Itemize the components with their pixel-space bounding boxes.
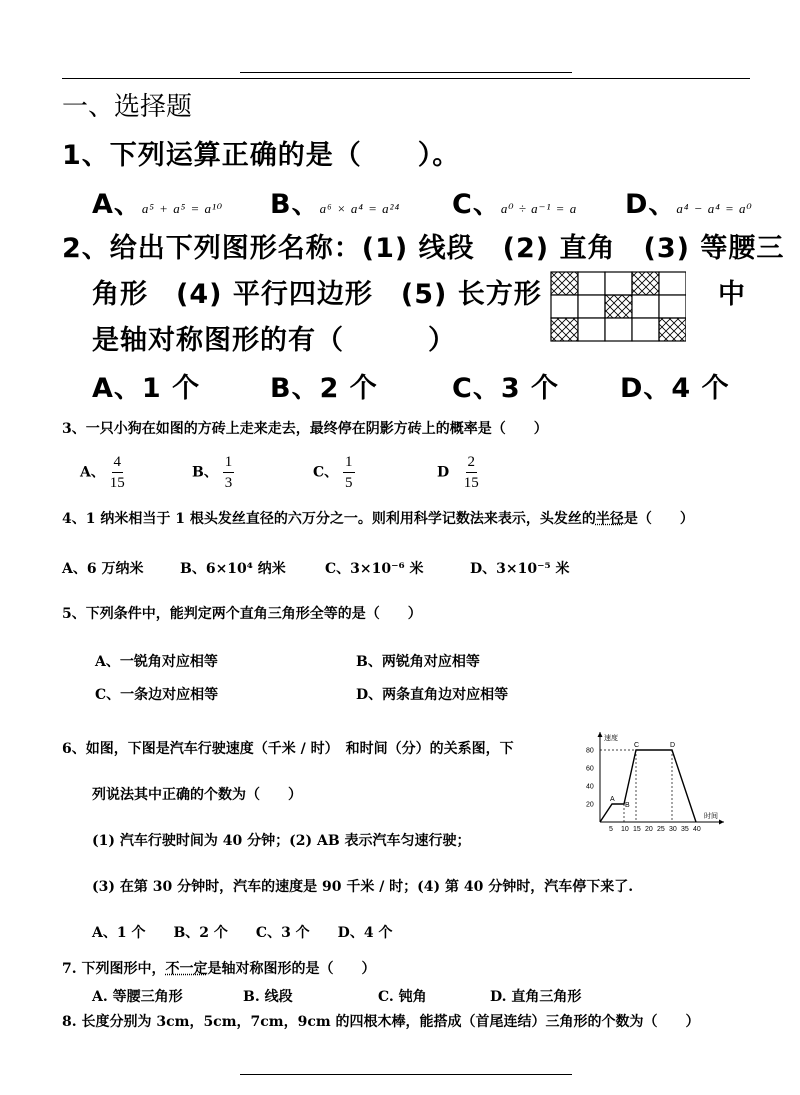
speed-time-graph xyxy=(584,728,730,836)
q4-emphasis: 半径 xyxy=(595,511,624,527)
q5-option-c: C、一条边对应相等 xyxy=(95,687,219,703)
y-tick-label: 80 xyxy=(586,747,594,755)
x-tick-label: 25 xyxy=(657,826,665,833)
denominator: 15 xyxy=(109,475,125,491)
x-tick-label: 40 xyxy=(693,826,701,833)
tile xyxy=(551,295,578,318)
q5-option-d: D、两条直角边对应相等 xyxy=(356,687,509,703)
shaded-tile xyxy=(551,272,578,295)
tile xyxy=(605,318,632,341)
q2-option-a: A、1 个 xyxy=(92,373,201,404)
option-label: C、 xyxy=(452,189,501,220)
point-label: A xyxy=(610,796,615,803)
fraction xyxy=(464,452,479,493)
point-label: B xyxy=(625,802,630,809)
q7-option-d: D. 直角三角形 xyxy=(490,989,582,1005)
q2-line2: 角形 (4) 平行四边形 (5) 长方形 xyxy=(92,279,542,310)
shaded-tile xyxy=(551,318,578,341)
q2-option-b: B、2 个 xyxy=(270,373,378,404)
q1-option-a xyxy=(92,182,223,221)
q1-stem: 1、下列运算正确的是（ ）。 xyxy=(62,140,461,171)
tile xyxy=(578,295,605,318)
x-tick-label: 30 xyxy=(669,826,677,833)
q7-stem xyxy=(62,958,376,978)
q7-option-c: C. 钝角 xyxy=(378,989,427,1005)
tile xyxy=(659,272,686,295)
q7-stem-end: 是轴对称图形的是（ ） xyxy=(207,961,376,977)
option-expr: a⁵ + a⁵ = a¹⁰ xyxy=(141,201,224,216)
q4-option-c: C、3×10⁻⁶ 米 xyxy=(325,561,424,577)
tile xyxy=(578,272,605,295)
numerator: 4 xyxy=(112,452,124,473)
y-axis-label: 速度 xyxy=(604,735,618,742)
y-tick-label: 40 xyxy=(586,783,594,791)
q4-option-d: D、3×10⁻⁵ 米 xyxy=(470,561,570,577)
q1-option-d xyxy=(625,182,753,221)
option-label: D xyxy=(437,464,450,481)
q3-option-c xyxy=(313,452,355,493)
section-title: 一、选择题 xyxy=(62,92,193,122)
q7-stem-text: 7. 下列图形中， xyxy=(62,961,166,977)
x-axis-label: 时间 xyxy=(704,813,718,820)
numerator: 1 xyxy=(343,452,355,473)
q3-option-a xyxy=(80,452,125,493)
y-tick-label: 60 xyxy=(586,765,594,773)
q2-option-d: D、4 个 xyxy=(620,373,730,404)
q3-stem: 3、一只小狗在如图的方砖上走来走去，最终停在阴影方砖上的概率是（ ） xyxy=(62,421,548,437)
tile xyxy=(632,295,659,318)
option-expr: a⁴ − a⁴ = a⁰ xyxy=(676,201,753,216)
q3-option-d xyxy=(437,452,479,493)
q4-option-a: A、6 万纳米 xyxy=(62,561,144,577)
q3-option-b xyxy=(192,452,234,493)
tile-grid xyxy=(550,271,686,343)
q5-option-b: B、两锐角对应相等 xyxy=(356,654,480,670)
speed-line xyxy=(600,750,696,822)
header-short-rule xyxy=(240,72,572,73)
y-tick-label: 20 xyxy=(586,801,594,809)
tile xyxy=(632,318,659,341)
numerator: 1 xyxy=(223,452,235,473)
fraction xyxy=(110,452,125,493)
q5-option-a: A、一锐角对应相等 xyxy=(95,654,218,670)
q6-statement-3-4: (3) 在第 30 分钟时，汽车的速度是 90 千米 / 时；(4) 第 40 分钟时，汽车停下来了. xyxy=(92,879,634,895)
shaded-tile xyxy=(605,295,632,318)
option-label: C、 xyxy=(313,464,339,481)
footer-rule xyxy=(240,1074,572,1075)
option-expr: a⁶ × a⁴ = a²⁴ xyxy=(319,201,401,216)
header-long-rule xyxy=(62,78,750,79)
point-label: C xyxy=(634,742,640,749)
q6-stem-line2: 列说法其中正确的个数为（ ） xyxy=(92,787,302,803)
q7-option-a: A. 等腰三角形 xyxy=(92,989,183,1005)
q2-line1: 2、给出下列图形名称：(1) 线段 (2) 直角 (3) 等腰三 xyxy=(62,233,785,264)
x-tick-label: 5 xyxy=(609,826,613,833)
denominator: 15 xyxy=(463,475,479,491)
q7-emphasis: 不一定 xyxy=(165,961,208,977)
x-tick-label: 20 xyxy=(645,826,653,833)
x-tick-label: 35 xyxy=(681,826,689,833)
numerator: 2 xyxy=(466,452,478,473)
denominator: 3 xyxy=(224,475,233,491)
shaded-tile xyxy=(632,272,659,295)
q4-option-b: B、6×10⁴ 纳米 xyxy=(180,561,286,577)
option-label: A、 xyxy=(80,464,105,481)
q2-option-c: C、3 个 xyxy=(452,373,560,404)
fraction xyxy=(343,452,355,493)
q6-statement-1-2: (1) 汽车行驶时间为 40 分钟；(2) AB 表示汽车匀速行驶； xyxy=(92,833,471,849)
option-label: A、 xyxy=(92,189,142,220)
shaded-tile xyxy=(659,318,686,341)
denominator: 5 xyxy=(345,475,353,491)
tile xyxy=(659,295,686,318)
fraction xyxy=(223,452,235,493)
q2-line2-tail: 中 xyxy=(718,279,746,310)
q4-stem-end: 是（ ） xyxy=(623,511,694,527)
x-tick-label: 10 xyxy=(621,826,629,833)
option-label: B、 xyxy=(270,189,320,220)
y-axis-arrow xyxy=(598,732,603,737)
x-axis-arrow xyxy=(719,820,724,825)
point-label: D xyxy=(670,742,676,749)
q1-option-b xyxy=(270,182,400,221)
q8-stem: 8. 长度分别为 3cm，5cm，7cm，9cm 的四根木棒，能搭成（首尾连结）三角形的个数为（ ） xyxy=(62,1014,700,1030)
q4-stem-text: 4、1 纳米相当于 1 根头发丝直径的六万分之一。则利用科学记数法来表示，头发丝的 xyxy=(62,511,596,527)
option-label: D、 xyxy=(625,189,677,220)
x-tick-label: 15 xyxy=(633,826,641,833)
option-expr: a⁰ ÷ a⁻¹ = a xyxy=(500,201,578,216)
option-label: B、 xyxy=(192,464,218,481)
q2-line3: 是轴对称图形的有（ ） xyxy=(92,325,456,356)
tile xyxy=(605,272,632,295)
q6-stem-line1: 6、如图，下图是汽车行驶速度（千米 / 时） 和时间（分）的关系图，下 xyxy=(62,741,514,757)
tile xyxy=(578,318,605,341)
q6-options: A、1 个 B、2 个 C、3 个 D、4 个 xyxy=(92,925,393,941)
q7-option-b: B. 线段 xyxy=(243,989,293,1005)
q5-stem: 5、下列条件中，能判定两个直角三角形全等的是（ ） xyxy=(62,606,422,622)
q4-stem xyxy=(62,508,694,528)
q1-option-c xyxy=(452,182,577,221)
